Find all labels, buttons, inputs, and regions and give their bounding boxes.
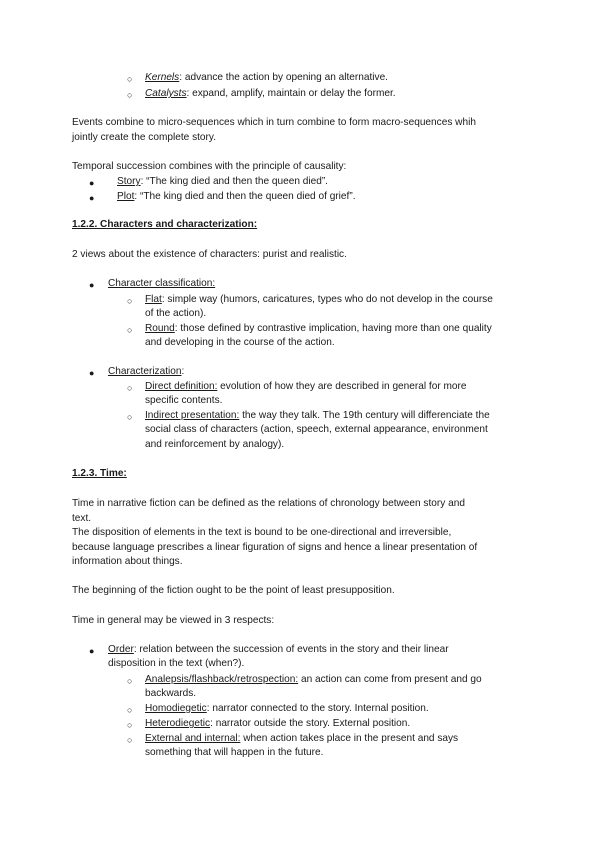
sub-bullet-circle: ○	[127, 296, 133, 306]
order-line	[108, 643, 449, 658]
round-line	[145, 322, 492, 337]
sub-bullet-circle: ○	[127, 735, 133, 745]
direct-text: evolution of how they are described in general for more	[217, 381, 467, 392]
analepsis-text: an action can come from present and go	[298, 674, 482, 685]
heterodiegetic-line	[145, 717, 410, 732]
flat-term: Flat	[145, 294, 162, 305]
catalysts-text: : expand, amplify, maintain or delay the former.	[186, 88, 396, 99]
paragraph-line: Time in general may be viewed in 3 respects:	[72, 615, 275, 626]
paragraph-line: The disposition of elements in the text is bound to be one-directional and irreversible,	[72, 527, 452, 538]
indirect-text: the way they talk. The 19th century will differenciate the	[239, 410, 490, 421]
sub-bullet-circle: ○	[127, 74, 133, 84]
sub-bullet-circle: ○	[127, 90, 133, 100]
bullet-dot: ●	[89, 368, 95, 378]
indirect-term: Indirect presentation:	[145, 410, 240, 421]
external-internal-line-2: something that will happen in the future.	[145, 747, 324, 758]
plot-line	[117, 190, 356, 205]
external-internal-line	[145, 732, 458, 747]
round-line-2: and developing in the course of the action.	[145, 337, 335, 348]
analepsis-term: Analepsis/flashback/retrospection:	[145, 674, 299, 685]
kernels-term: Kernels	[145, 72, 180, 83]
indirect-line-3: and reinforcement by analogy).	[145, 439, 285, 450]
order-line-2: disposition in the text (when?).	[108, 658, 245, 669]
homodiegetic-term: Homodiegetic	[145, 703, 207, 714]
indirect-line	[145, 409, 490, 424]
characterization-term: Characterization	[108, 366, 182, 377]
classification-term: Character classification:	[108, 278, 216, 289]
characterization-colon: :	[181, 366, 185, 377]
heterodiegetic-text: : narrator outside the story. External position.	[210, 718, 411, 729]
sub-bullet-circle: ○	[127, 383, 133, 393]
homodiegetic-text: : narrator connected to the story. Internal position.	[206, 703, 429, 714]
plot-text: : “The king died and then the queen died of grief”.	[134, 191, 356, 202]
direct-line-2: specific contents.	[145, 395, 223, 406]
flat-line	[145, 293, 493, 308]
homodiegetic-line	[145, 702, 429, 717]
kernels-text: : advance the action by opening an alternative.	[179, 72, 388, 83]
paragraph-line: Events combine to micro-sequences which in turn combine to form macro-sequences whih	[72, 117, 476, 128]
catalysts-line	[145, 87, 396, 102]
indirect-line-2: social class of characters (action, speech, external appearance, environment	[145, 424, 488, 435]
bullet-dot: ●	[89, 280, 95, 290]
sub-bullet-circle: ○	[127, 325, 133, 335]
section-heading-time: 1.2.3. Time:	[72, 468, 127, 479]
paragraph-line: text.	[72, 513, 92, 524]
story-text: : “The king died and then the queen died”.	[140, 176, 328, 187]
flat-line-2: of the action).	[145, 308, 207, 319]
direct-term: Direct definition:	[145, 381, 218, 392]
direct-line	[145, 380, 467, 395]
bullet-dot: ●	[89, 178, 95, 188]
characterization-line	[108, 365, 184, 380]
story-term: Story	[117, 176, 141, 187]
external-internal-text: when action takes place in the present and says	[240, 733, 459, 744]
analepsis-line	[145, 673, 482, 688]
paragraph-line: 2 views about the existence of characters: purist and realistic.	[72, 249, 347, 260]
paragraph-line: The beginning of the fiction ought to be the point of least presupposition.	[72, 585, 395, 596]
sub-bullet-circle: ○	[127, 412, 133, 422]
analepsis-line-2: backwards.	[145, 688, 197, 699]
paragraph-line: jointly create the complete story.	[72, 132, 216, 143]
plot-term: Plot	[117, 191, 135, 202]
flat-text: : simple way (humors, caricatures, types who do not develop in the course	[161, 294, 493, 305]
catalysts-term: Catalysts	[145, 88, 187, 99]
story-line	[117, 175, 328, 190]
bullet-dot: ●	[89, 646, 95, 656]
sub-bullet-circle: ○	[127, 676, 133, 686]
round-text: : those defined by contrastive implication, having more than one quality	[174, 323, 492, 334]
heterodiegetic-term: Heterodiegetic	[145, 718, 211, 729]
sub-bullet-circle: ○	[127, 705, 133, 715]
bullet-dot: ●	[89, 193, 95, 203]
paragraph-line: Temporal succession combines with the principle of causality:	[72, 161, 347, 172]
paragraph-line: because language prescribes a linear figuration of signs and hence a linear presentation of	[72, 542, 478, 553]
kernels-line	[145, 71, 388, 86]
sub-bullet-circle: ○	[127, 720, 133, 730]
paragraph-line: Time in narrative fiction can be defined as the relations of chronology between story and	[72, 498, 465, 509]
order-term: Order	[108, 644, 134, 655]
section-heading-characters: 1.2.2. Characters and characterization:	[72, 219, 258, 230]
external-internal-term: External and internal:	[145, 733, 241, 744]
paragraph-line: information about things.	[72, 556, 183, 567]
round-term: Round	[145, 323, 175, 334]
order-text: : relation between the succession of events in the story and their linear	[133, 644, 449, 655]
